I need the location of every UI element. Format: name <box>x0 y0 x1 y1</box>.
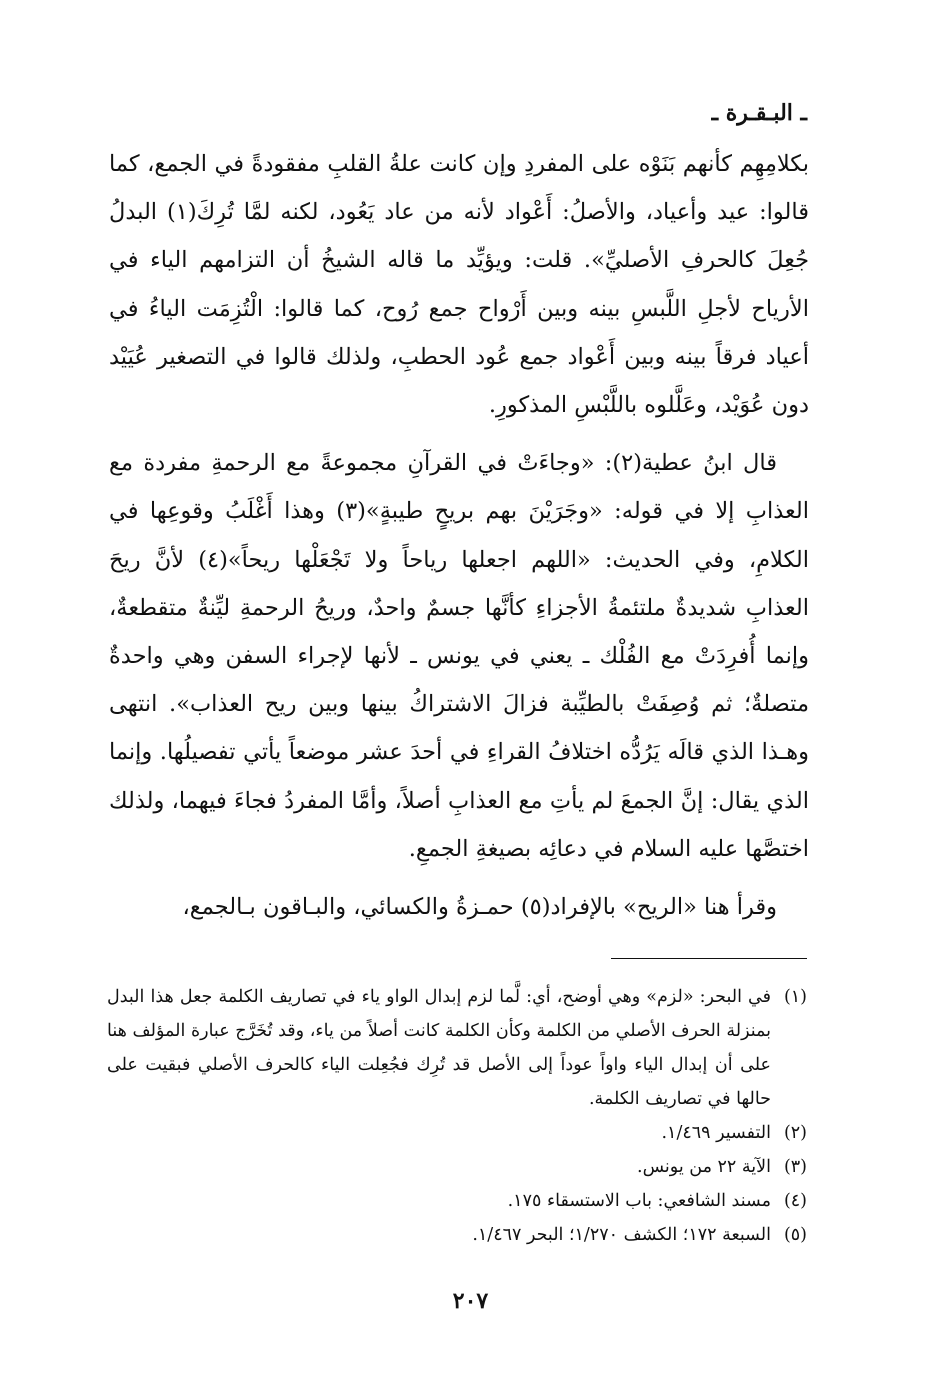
footnote-text: السبعة ١٧٢؛ الكشف ١/٢٧٠؛ البحر ١/٤٦٧. <box>472 1225 771 1245</box>
main-text <box>109 140 809 931</box>
footnote-text: الآية ٢٢ من يونس. <box>637 1157 771 1177</box>
footnote-number: (٥) <box>783 1225 807 1245</box>
footnotes <box>107 980 807 1252</box>
footnote-number: (١) <box>783 987 807 1007</box>
footnote-text: في البحر: «لزم» وهي أوضح، أي: لَّما لزم إبدال الواو ياء في تصاريف الكلمة جعل هذا البدل بمنزلة الحرف الأصلي من الكلمة وكأن الكلمة كانت أصلاً من ياء، وقد تُخَرَّج عبارة المؤلف هنا على أن إبدال الياء واواً عوداً إلى الأصل قد تُرِك فجُعِلت الياء كالحرف الأصلي فبقيت على حالها في تصاريف الكلمة. <box>107 987 771 1109</box>
footnote-text: مسند الشافعي: باب الاستسقاء ١٧٥. <box>507 1191 771 1211</box>
paragraph-2: قال ابنُ عطية(٢): «وجاءَتْ في القرآنِ مجموعةً مع الرحمةِ مفردة مع العذابِ إلا في قوله: «وجَرَيْنَ بهم بريحٍ طيبةٍ»(٣) وهذا أَغْلَبُ وقوعِها في الكلامِ، وفي الحديث: «اللهم اجعلها رياحاً ولا تَجْعَلْها ريحاً»(٤) لأنَّ ريحَ العذابِ شديدةٌ ملتئمةُ الأجزاءِ كأنَّها جسمٌ واحدٌ، وريحُ الرحمةِ ليِّنةٌ متقطعةٌ، وإنما أُفرِدَتْ مع الفُلْك ـ يعني في يونس ـ لأنها لإجراء السفن وهي واحدةٌ متصلةٌ؛ ثم وُصِفَتْ بالطيِّبة فزالَ الاشتراكُ بينها وبين ريح العذاب». انتهى وهـذا الذي قالَه يَرُدُّه اختلافُ القراءِ في أحدَ عشر موضعاً يأتي تفصيلُها. وإنما الذي يقال: إنَّ الجمعَ لم يأتِ مع العذابِ أصلاً، وأمَّا المفردُ فجاءَ فيهما، ولذلك اختصَّها عليه السلام في دعائِه بصيغةِ الجمعِ. <box>109 450 809 862</box>
running-head: ـ البـقـرة ـ <box>711 100 807 126</box>
paragraph-1: بكلامِهِم كأنهم بَنَوْه على المفردِ وإن كانت علةُ القلبِ مفقودةً في الجمع، كما قالوا: عيد وأعياد، والأصلُ: أَعْواد لأنه من عاد يَعُود، لكنه لمَّا تُرِكَ(١) البدلُ جُعِلَ كالحرفِ الأصليِّ». قلت: ويؤيِّد ما قاله الشيخُ أن التزامهم الياء في الأرياح لأجلِ اللَّبسِ بينه وبين أَرْواح جمع رُوح، كما قالوا: الْتُزِمَت الياءُ في أعياد فرقاً بينه وبين أَعْواد جمع عُود الحطبِ، ولذلك قالوا في التصغير عُيَيْد دون عُوَيْد، وعَلَّلوه باللَّبْسِ المذكورِ. <box>109 151 809 419</box>
footnote-number: (٢) <box>783 1123 807 1143</box>
footnote-3 <box>107 1150 807 1184</box>
footnote-1 <box>107 980 807 1116</box>
paragraph-3: وقرأ هنا «الريح» بالإفراد(٥) حمـزةُ والكسائي، والبـاقون بـالجمع، <box>182 894 777 921</box>
footnote-text: التفسير ١/٤٦٩. <box>661 1123 771 1143</box>
footnote-divider <box>611 958 807 959</box>
footnote-number: (٣) <box>783 1157 807 1177</box>
footnote-4 <box>107 1184 807 1218</box>
footnote-2 <box>107 1116 807 1150</box>
footnote-5 <box>107 1218 807 1252</box>
page-number: ٢٠٧ <box>452 1288 489 1314</box>
footnote-number: (٤) <box>783 1191 807 1211</box>
